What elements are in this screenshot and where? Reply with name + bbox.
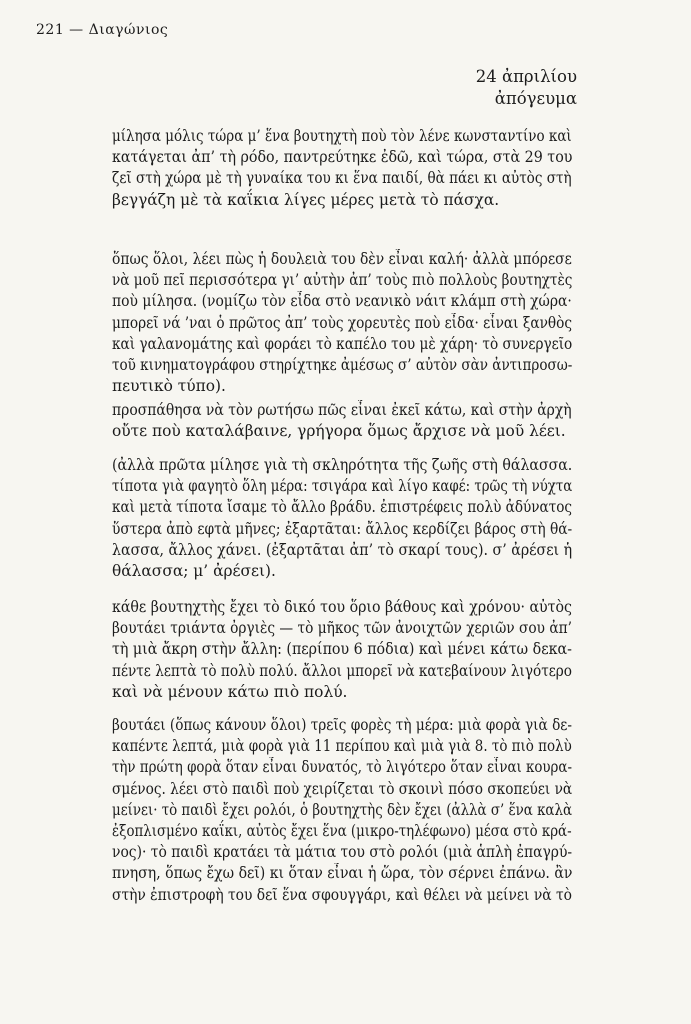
paragraph-3 — [112, 400, 572, 442]
text-line: ὅπως ὅλοι, λέει πὼς ἡ δουλειὰ του δὲν εἶναι καλή· ἀλλὰ μπόρεσε — [112, 250, 572, 268]
text-line: κάθε βουτηχτὴς ἔχει τὸ δικό του ὅριο βάθους καὶ χρόνου· αὐτὸς — [112, 598, 572, 616]
text-line: ἐξοπλισμένο καΐκι, αὐτὸς ἔχει ἕνα (μικρο-τηλέφωνο) μέσα στὸ κρά- — [112, 822, 572, 841]
paragraph-5 — [112, 597, 572, 703]
text-line: κατάγεται ἀπ’ τὴ ρόδο, παντρεύτηκε ἐδῶ, καὶ τώρα, στὰ 29 του — [112, 148, 573, 167]
text-line: καπέντε λεπτά, μιὰ φορὰ γιὰ 11 περίπου καὶ μιὰ γιὰ 8. τὸ πιὸ πολὺ — [112, 737, 572, 756]
text-line: τὴ μιὰ ἄκρη στὴν ἄλλη: (περίπου 6 πόδια) καὶ μένει κάτω δεκα- — [112, 640, 572, 659]
text-line: λασσα, ἄλλος χάνει. (ἐξαρτᾶται ἀπ’ τὸ σκαρί τους). σ’ ἀρέσει ἡ — [112, 540, 573, 559]
paragraph-4 — [112, 455, 572, 582]
text-line: καὶ νὰ μένουν κάτω πιὸ πολύ. — [112, 682, 348, 701]
text-line: καὶ γαλανομάτης καὶ φοράει τὸ καπέλο του μὲ χάρη· τὸ συνεργεῖο — [112, 334, 573, 353]
text-line: πευτικὸ τύπο). — [112, 377, 226, 396]
text-line: τοῦ κινηματογράφου στηρίχτηκε ἀμέσως σ’ αὐτὸν σὰν ἀντιπροσω- — [112, 356, 573, 375]
text-line: ζεῖ στὴ χώρα μὲ τὴ γυναίκα του κι ἕνα παιδί, θὰ πάει κι αὐτὸς στὴ — [112, 169, 572, 188]
text-line: οὔτε ποὺ καταλάβαινε, γρήγορα ὅμως ἄρχισε νὰ μοῦ λέει. — [112, 422, 566, 441]
text-line: προσπάθησα νὰ τὸν ρωτήσω πῶς εἶναι ἐκεῖ κάτω, καὶ στὴν ἀρχὴ — [112, 401, 572, 419]
text-line: τίποτα γιὰ φαγητὸ ὅλη μέρα: τσιγάρα καὶ λίγο καφέ: τρῶς τὴ νύχτα — [112, 477, 573, 496]
text-line: βουτάει (ὅπως κάνουν ὅλοι) τρεῖς φορὲς τὴ μέρα: μιὰ φορὰ γιὰ δε- — [112, 716, 572, 734]
dateline-time: ἀπόγευμα — [494, 89, 577, 108]
text-line: μείνει· τὸ παιδὶ ἔχει ρολόι, ὁ βουτηχτὴς δὲν ἔχει (ἀλλὰ σ’ ἕνα καλὰ — [112, 800, 572, 819]
text-line: πνηση, ὅπως ἔχω δεῖ) κι ὅταν εἶναι ἡ ὥρα, τὸν σέρνει ἐπάνω. ἂν — [112, 864, 573, 883]
text-line: μίλησα μόλις τώρα μ’ ἕνα βουτηχτὴ ποὺ τὸν λένε κωνσταντίνο καὶ — [112, 127, 572, 145]
text-line: νὰ μοῦ πεῖ περισσότερα γι’ αὐτὴν ἀπ’ τοὺς πιὸ πολλοὺς βουτηχτὲς — [112, 271, 573, 290]
paragraph-6 — [112, 715, 572, 906]
dateline-date: 24 ἀπριλίου — [475, 67, 577, 86]
text-line: νος)· τὸ παιδὶ κρατάει τὰ μάτια του στὸ ρολόι (μιὰ ἁπλὴ ἐπαγρύ- — [112, 843, 573, 862]
text-line: τὴν πρώτη φορὰ ὅταν εἶναι δυνατός, τὸ λιγότερο ὅταν εἶναι κουρα- — [112, 758, 572, 777]
dateline — [476, 66, 577, 110]
text-line: πέντε λεπτὰ τὸ πολὺ πολύ. ἄλλοι μπορεῖ νὰ κατεβαίνουν λιγότερο — [112, 661, 572, 680]
paragraph-1 — [112, 126, 572, 211]
text-line: ὕστερα ἀπὸ εφτὰ μῆνες; ἐξαρτᾶται: ἄλλος κερδίζει βάρος στὴ θά- — [112, 519, 573, 538]
text-line: μπορεῖ νά ’ναι ὁ πρῶτος ἀπ’ τοὺς χορευτὲς ποὺ εἶδα· εἶναι ξανθὸς — [112, 313, 573, 332]
running-head: 221 — Διαγώνιος — [36, 22, 169, 38]
text-line: (ἀλλὰ πρῶτα μίλησε γιὰ τὴ σκληρότητα τῆς ζωῆς στὴ θάλασσα. — [112, 456, 573, 474]
text-line: καὶ μετὰ τίποτα ἴσαμε τὸ ἄλλο βράδυ. ἐπιστρέφεις πολὺ ἀδύνατος — [112, 498, 573, 517]
text-line: ποὺ μίλησα. (νομίζω τὸν εἶδα στὸ νεανικὸ νάιτ κλάμπ στὴ χώρα· — [112, 292, 572, 311]
text-line: βουτάει τριάντα ὀργιὲς — τὸ μῆκος τῶν ἀνοιχτῶν χεριῶν σου ἀπ’ — [112, 619, 572, 638]
text-line: σμένος. λέει στὸ παιδὶ ποὺ χειρίζεται τὸ σκοινὶ πόσο σκοπεύει νὰ — [112, 779, 573, 798]
text-line: βεγγάζη μὲ τὰ καΐκια λίγες μέρες μετὰ τὸ πάσχα. — [112, 190, 500, 209]
paragraph-2 — [112, 249, 572, 397]
text-line: στὴν ἐπιστροφὴ του δεῖ ἕνα σφουγγάρι, καὶ θέλει νὰ μείνει νὰ τὸ — [112, 885, 572, 904]
text-line: θάλασσα; μ’ ἀρέσει). — [112, 562, 276, 581]
